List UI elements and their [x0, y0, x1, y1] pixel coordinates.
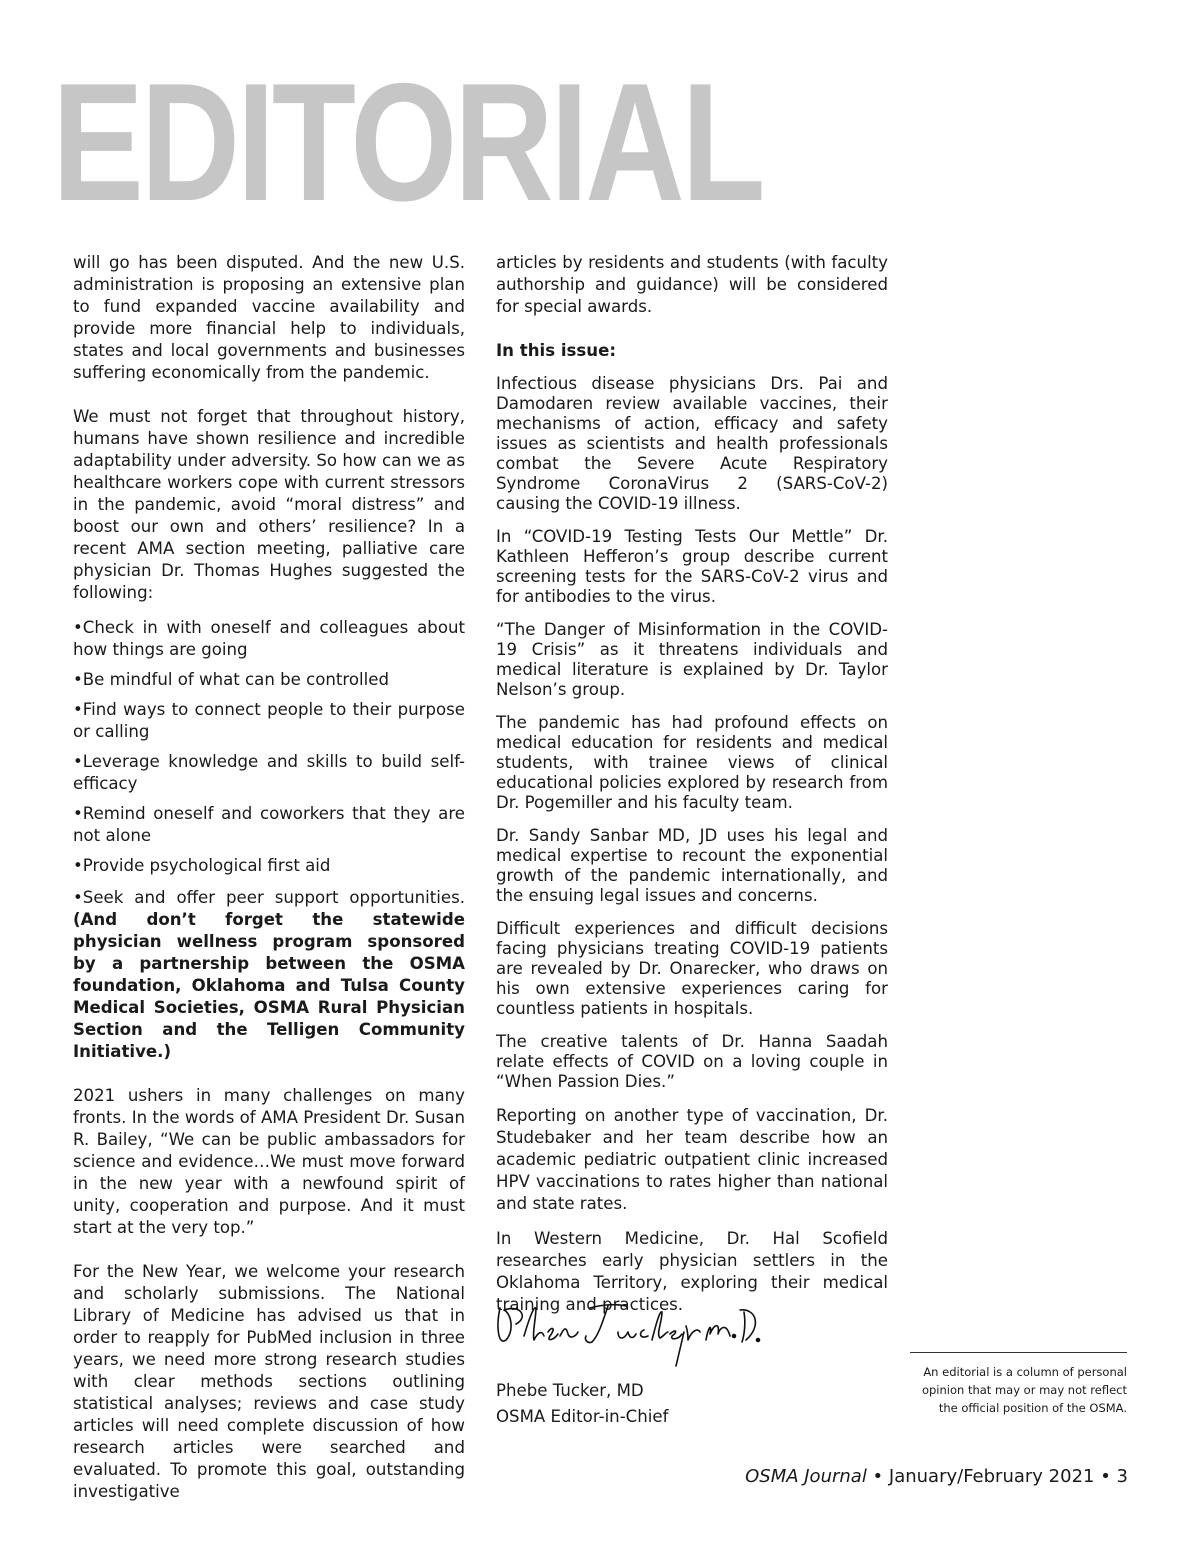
list-item: •Be mindful of what can be controlled — [73, 670, 390, 689]
editorial-disclaimer: An editorial is a column of personal opinion that may or may not reflect the official position of the OSMA. — [910, 1352, 1127, 1417]
masthead-title: EDITORIAL — [52, 48, 763, 236]
list-item: •Provide psychological first aid — [73, 856, 331, 875]
paragraph: articles by residents and students (with faculty authorship and guidance) will be considered for special awards. — [496, 253, 888, 316]
issue-item: In Western Medicine, Dr. Hal Scofield researches early physician settlers in the Oklahoma Territory, exploring their medical training and practices. — [496, 1229, 888, 1314]
signer-title: OSMA Editor-in-Chief — [496, 1407, 669, 1426]
issue-item: The pandemic has had profound effects on medical education for residents and medical students, with trainee views of clinical educational policies explored by research from Dr. Pogemiller and his faculty team. — [496, 713, 888, 812]
handwritten-signature — [494, 1296, 764, 1368]
paragraph: We must not forget that throughout history, humans have shown resilience and incredible adaptability under adversity. So how can we as healthcare workers cope with current stressors in the pandemic, avoid “moral distress” and boost our own and others’ resilience? In a recent AMA section meeting, palliative care physician Dr. Thomas Hughes suggested the following: — [73, 407, 465, 602]
issue-item: The creative talents of Dr. Hanna Saadah relate effects of COVID on a loving couple in “When Passion Dies.” — [496, 1032, 888, 1091]
signature-block — [496, 1378, 668, 1430]
left-column — [73, 252, 465, 1516]
list-item: •Remind oneself and coworkers that they are not alone — [73, 804, 465, 845]
paragraph: will go has been disputed. And the new U.S. administration is proposing an extensive plan to fund expanded vaccine availability and provide more financial help to individuals, states and local governments and businesses suffering economically from the pandemic. — [73, 253, 465, 382]
issue-item: “The Danger of Misinformation in the COVID-19 Crisis” as it threatens individuals and medical literature is explained by Dr. Taylor Nelson’s group. — [496, 620, 888, 699]
section-heading: In this issue: — [496, 341, 616, 360]
issue-item: In “COVID-19 Testing Tests Our Mettle” Dr. Kathleen Hefferon’s group describe current screening tests for the SARS-CoV-2 virus and for antibodies to the virus. — [496, 527, 888, 606]
issue-item: Dr. Sandy Sanbar MD, JD uses his legal and medical expertise to recount the exponential growth of the pandemic internationally, and the ensuing legal issues and concerns. — [496, 826, 888, 905]
list-item — [73, 887, 465, 1063]
paragraph: 2021 ushers in many challenges on many fronts. In the words of AMA President Dr. Susan R. Bailey, “We can be public ambassadors for science and evidence…We must move forward in the new year with a newfound spirit of unity, cooperation and purpose. And it must start at the very top.” — [73, 1086, 465, 1237]
middle-column — [496, 252, 888, 1329]
signer-name: Phebe Tucker, MD — [496, 1381, 644, 1400]
list-item: •Check in with oneself and colleagues about how things are going — [73, 618, 465, 659]
wellness-program-note: (And don’t forget the statewide physician wellness program sponsored by a partnership between the OSMA foundation, Oklahoma and Tulsa County Medical Societies, OSMA Rural Physician Section and the Telligen Community Initiative.) — [73, 910, 465, 1061]
paragraph: For the New Year, we welcome your research and scholarly submissions. The National Library of Medicine has advised us that in order to reapply for PubMed inclusion in three years, we need more strong research studies with clear methods sections outlining statistical analyses; reviews and case study articles will need complete discussion of how research articles were searched and evaluated. To promote this goal, outstanding investigative — [73, 1262, 465, 1501]
issue-item: Reporting on another type of vaccination, Dr. Studebaker and her team describe how an academic pediatric outpatient clinic increased HPV vaccinations to rates higher than national and state rates. — [496, 1106, 888, 1213]
list-item: •Find ways to connect people to their purpose or calling — [73, 700, 465, 741]
issue-and-page: • January/February 2021 • 3 — [866, 1466, 1128, 1487]
issue-item: Difficult experiences and difficult decisions facing physicians treating COVID-19 patients are revealed by Dr. Onarecker, who draws on his own extensive experiences caring for countless patients in hospitals. — [496, 919, 888, 1018]
list-item: •Leverage knowledge and skills to build self-efficacy — [73, 752, 465, 793]
page-footer — [745, 1466, 1128, 1487]
journal-name: OSMA Journal — [745, 1466, 867, 1487]
issue-item: Infectious disease physicians Drs. Pai and Damodaren review available vaccines, their mechanisms of action, efficacy and safety issues as scientists and health professionals combat the Severe Acute Respiratory Syndrome CoronaVirus 2 (SARS-CoV-2) causing the COVID-19 illness. — [496, 374, 888, 513]
bullet-text: •Seek and offer peer support opportunities. — [73, 888, 465, 907]
